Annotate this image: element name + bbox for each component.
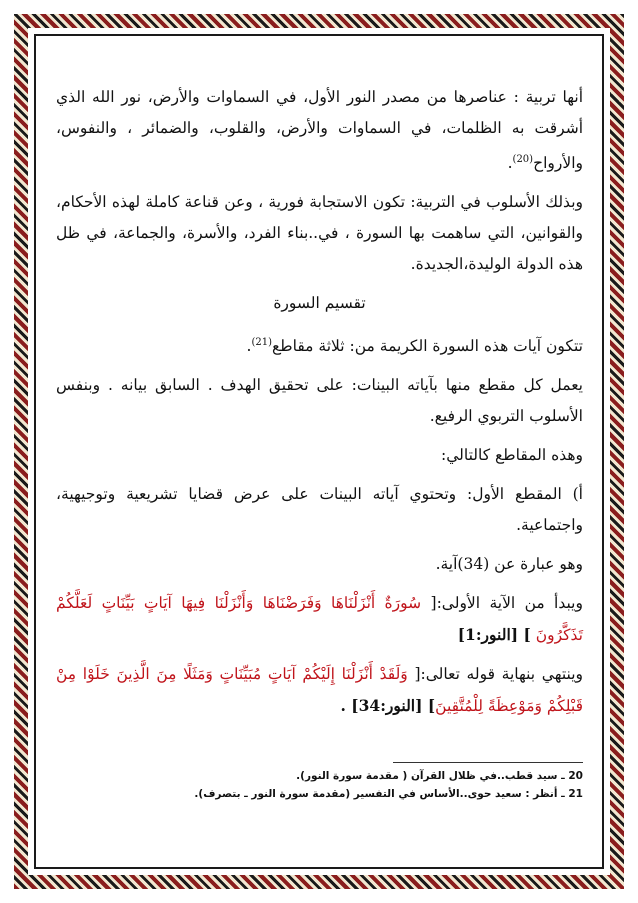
paragraph-9-start: وينتهي بنهاية قوله تعالى:[ xyxy=(414,665,584,684)
paragraph-3 xyxy=(56,327,583,362)
paragraph-9-end: ] [النور:34] . xyxy=(340,696,436,716)
paragraph-8 xyxy=(56,588,583,651)
paragraph-1-end: . xyxy=(507,154,513,173)
quran-verse-1: سُورَةٌ أَنْزَلْنَاهَا وَفَرَضْنَاهَا وَأَنْزَلْنَا فِيهَا آيَاتٍ بَيِّنَاتٍ لَعَلَّكُمْ تَذَكَّرُونَ xyxy=(56,594,583,645)
footnote-ref-20[interactable]: (20) xyxy=(512,154,534,165)
paragraph-2: وبذلك الأسلوب في التربية: تكون الاستجابة فورية ، وعن قناعة كاملة لهذه الأحكام، والقوانين، التي ساهمت بها السورة ، في..بناء الفرد، والأسرة، والجماعة، في ظل هذه الدولة الوليدة،الجديدة. xyxy=(56,193,583,274)
footnote-ref-21[interactable]: (21) xyxy=(251,337,273,349)
paragraph-3-text: تتكون آيات هذه السورة الكريمة من: ثلاثة مقاطع xyxy=(272,337,583,356)
paragraph-7: وهو عبارة عن (34)آية. xyxy=(435,555,583,574)
footnote-21: 21 ـ أنظر : سعيد حوى..الأساس في التفسير (مقدمة سورة النور ـ بتصرف). xyxy=(194,788,583,800)
footnotes xyxy=(56,762,583,803)
paragraph-9 xyxy=(56,659,583,722)
page-body xyxy=(56,82,583,842)
footnote-20: 20 ـ سيد قطب..في ظلال القرآن ( مقدمة سورة النور). xyxy=(296,770,583,782)
paragraph-8-end: ] [النور:1] xyxy=(457,625,531,645)
paragraph-1-text: أنها تربية : عناصرها من مصدر النور الأول، في السماوات والأرض، نور الله الذي أشرقت به الظلمات، في السماوات والأرض، والقلوب، والضمائر ، والنفوس، والأرواح xyxy=(56,88,583,173)
quran-verse-2: وَلَقَدْ أَنْزَلْنَا إِلَيْكُمْ آيَاتٍ مُبَيِّنَاتٍ وَمَثَلًا مِنَ الَّذِينَ خَلَوْا مِنْ قَبْلِكُمْ وَمَوْعِظَةً لِلْمُتَّقِينَ xyxy=(56,665,583,716)
paragraph-3-end: . xyxy=(246,337,252,356)
paragraph-5: وهذه المقاطع كالتالي: xyxy=(441,446,583,465)
paragraph-8-start: ويبدأ من الآية الأولى:[ xyxy=(430,594,583,613)
paragraph-4: يعمل كل مقطع منها بآياته البينات: على تحقيق الهدف . السابق بيانه . وبنفس الأسلوب التربوي الرفيع. xyxy=(56,376,583,426)
paragraph-6: أ) المقطع الأول: وتحتوي آياته البينات على عرض قضايا تشريعية وتوجيهية، واجتماعية. xyxy=(56,485,583,535)
footnote-separator xyxy=(393,762,583,763)
paragraph-1 xyxy=(56,82,583,179)
section-heading: تقسيم السورة xyxy=(273,294,366,313)
